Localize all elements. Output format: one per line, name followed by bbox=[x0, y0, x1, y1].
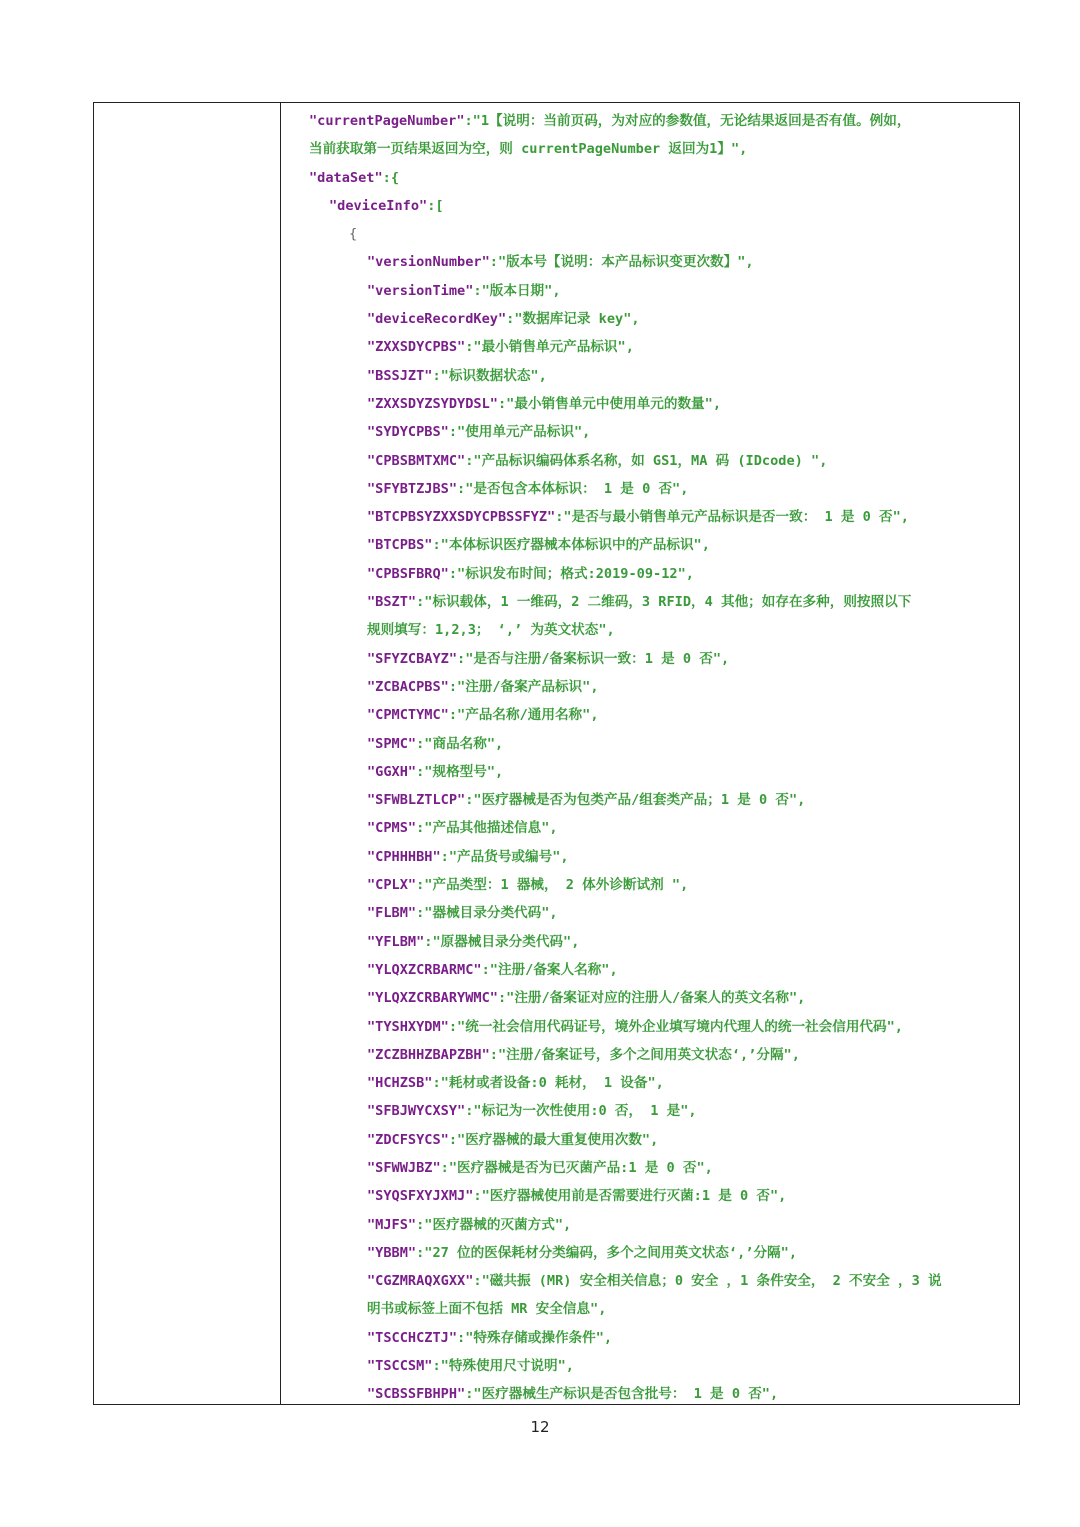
code-line bbox=[309, 928, 1009, 956]
json-value: :"最小销售单元中使用单元的数量", bbox=[497, 395, 722, 412]
code-line bbox=[309, 701, 1009, 729]
json-key: "SYQSFXYJXMJ" bbox=[367, 1188, 474, 1205]
json-key: "TSCCHCZTJ" bbox=[367, 1329, 458, 1346]
json-key: "BSZT" bbox=[367, 594, 417, 611]
json-value: :"器械目录分类代码", bbox=[416, 905, 558, 922]
code-line bbox=[309, 164, 1009, 192]
json-value: :"产品标识编码体系名称，如 GS1，MA 码 (IDcode) ", bbox=[465, 452, 828, 469]
json-key: "SFYZCBAYZ" bbox=[367, 650, 458, 667]
json-value: :"商品名称", bbox=[416, 735, 504, 752]
json-value: :"产品类型：1 器械， 2 体外诊断试剂 ", bbox=[416, 877, 689, 894]
code-line bbox=[309, 560, 1009, 588]
json-value: :"统一社会信用代码证号，境外企业填写境内代理人的统一社会信用代码", bbox=[448, 1018, 903, 1035]
json-value: :"产品名称/通用名称", bbox=[448, 707, 599, 724]
json-key: "CPHHHBH" bbox=[367, 848, 441, 865]
code-line bbox=[309, 390, 1009, 418]
json-value: :"特殊存储或操作条件", bbox=[457, 1329, 613, 1346]
json-key: "CGZMRAQXGXX" bbox=[367, 1273, 474, 1290]
json-key: "SPMC" bbox=[367, 735, 417, 752]
code-line bbox=[309, 1154, 1009, 1182]
code-line bbox=[309, 1182, 1009, 1210]
json-key: "GGXH" bbox=[367, 763, 417, 780]
code-line bbox=[309, 503, 1009, 531]
json-key: "ZXXSDYZSYDYDSL" bbox=[367, 395, 498, 412]
code-line bbox=[309, 730, 1009, 758]
json-value: :"版本号【说明：本产品标识变更次数】", bbox=[489, 254, 754, 271]
json-value: :"是否包含本体标识： 1 是 0 否", bbox=[457, 480, 689, 497]
json-value: :"产品货号或编号", bbox=[440, 848, 569, 865]
json-key: "HCHZSB" bbox=[367, 1075, 433, 1092]
code-line bbox=[309, 1013, 1009, 1041]
json-key: "TSCCSM" bbox=[367, 1358, 433, 1375]
json-key: "YFLBM" bbox=[367, 933, 425, 950]
json-key: "CPMCTYMC" bbox=[367, 707, 449, 724]
json-value: 规则填写：1,2,3； ‘,’ 为英文状态", bbox=[367, 622, 615, 639]
json-value: :"27 位的医保耗材分类编码，多个之间用英文状态‘,’分隔", bbox=[416, 1244, 798, 1261]
code-line bbox=[309, 1324, 1009, 1352]
code-line bbox=[309, 475, 1009, 503]
json-key: "ZDCFSYCS" bbox=[367, 1131, 449, 1148]
json-value: :"本体标识医疗器械本体标识中的产品标识", bbox=[432, 537, 710, 554]
code-line bbox=[309, 1267, 1009, 1295]
code-line bbox=[309, 645, 1009, 673]
json-value: :"最小销售单元产品标识", bbox=[465, 339, 634, 356]
code-line bbox=[309, 333, 1009, 361]
json-value: :"耗材或者设备:0 耗材， 1 设备", bbox=[432, 1075, 664, 1092]
json-value: :"原器械目录分类代码", bbox=[424, 933, 580, 950]
json-key: "versionTime" bbox=[367, 282, 474, 299]
json-key: "BTCPBSYZXXSDYCPBSSFYZ" bbox=[367, 509, 556, 526]
json-value: :"注册/备案证对应的注册人/备案人的英文名称", bbox=[497, 990, 806, 1007]
json-key: "CPMS" bbox=[367, 820, 417, 837]
json-value: :"注册/备案人名称", bbox=[481, 961, 618, 978]
code-line bbox=[309, 616, 1009, 644]
code-line bbox=[309, 1069, 1009, 1097]
code-line bbox=[309, 871, 1009, 899]
json-key: "SFWWJBZ" bbox=[367, 1159, 441, 1176]
code-line bbox=[309, 843, 1009, 871]
json-key: "YBBM" bbox=[367, 1244, 417, 1261]
json-key: "SYDYCPBS" bbox=[367, 424, 449, 441]
json-key: "MJFS" bbox=[367, 1216, 417, 1233]
code-line bbox=[309, 1126, 1009, 1154]
json-value: :"版本日期", bbox=[473, 282, 561, 299]
code-line bbox=[309, 758, 1009, 786]
document-table bbox=[93, 102, 1020, 1405]
code-line bbox=[309, 418, 1009, 446]
json-key: "YLQXZCRBARYWMC" bbox=[367, 990, 498, 1007]
json-value: :"磁共振 (MR) 安全相关信息；0 安全 ，1 条件安全， 2 不安全 ，3 说 bbox=[473, 1273, 942, 1290]
json-value: :"数据库记录 key", bbox=[506, 311, 640, 328]
json-value: :"注册/备案证号，多个之间用英文状态‘,’分隔", bbox=[489, 1046, 800, 1063]
json-value: :"医疗器械的灭菌方式", bbox=[416, 1216, 572, 1233]
code-line bbox=[309, 786, 1009, 814]
code-line bbox=[309, 673, 1009, 701]
table-left-cell bbox=[94, 103, 281, 1404]
json-key: "CPLX" bbox=[367, 877, 417, 894]
json-key: "versionNumber" bbox=[367, 254, 490, 271]
code-line bbox=[309, 1239, 1009, 1267]
json-value: 当前获取第一页结果返回为空，则 currentPageNumber 返回为1】", bbox=[309, 141, 748, 158]
code-line bbox=[309, 814, 1009, 842]
json-value: :"规格型号", bbox=[416, 763, 504, 780]
json-key: "deviceRecordKey" bbox=[367, 311, 507, 328]
json-key: "BTCPBS" bbox=[367, 537, 433, 554]
page-number: 12 bbox=[530, 1418, 550, 1436]
code-line bbox=[309, 984, 1009, 1012]
json-key: "ZXXSDYCPBS" bbox=[367, 339, 466, 356]
code-line bbox=[309, 135, 1009, 163]
json-value: :"医疗器械是否为已灭菌产品:1 是 0 否", bbox=[440, 1159, 713, 1176]
json-value: :"注册/备案产品标识", bbox=[448, 678, 599, 695]
code-line bbox=[309, 447, 1009, 475]
code-line bbox=[309, 1352, 1009, 1380]
json-value: :"特殊使用尺寸说明", bbox=[432, 1358, 574, 1375]
json-key: "SFBJWYCXSY" bbox=[367, 1103, 466, 1120]
code-line bbox=[309, 305, 1009, 333]
code-line bbox=[309, 107, 1009, 135]
json-key: "dataSet" bbox=[309, 169, 383, 186]
json-key: "TYSHXYDM" bbox=[367, 1018, 449, 1035]
json-value: :"标识数据状态", bbox=[432, 367, 547, 384]
code-line bbox=[309, 220, 1009, 248]
code-line bbox=[309, 588, 1009, 616]
json-key: "SFYBTZJBS" bbox=[367, 480, 458, 497]
json-key: "FLBM" bbox=[367, 905, 417, 922]
json-key: "currentPageNumber" bbox=[309, 113, 465, 129]
code-line bbox=[309, 1211, 1009, 1239]
code-line bbox=[309, 899, 1009, 927]
code-line bbox=[309, 1380, 1009, 1408]
json-value: :"1【说明：当前页码，为对应的参数值，无论结果返回是否有值。例如， bbox=[464, 113, 911, 129]
json-value: :"是否与最小销售单元产品标识是否一致： 1 是 0 否", bbox=[555, 509, 909, 526]
json-value: :"是否与注册/备案标识一致：1 是 0 否", bbox=[457, 650, 730, 667]
json-key: "YLQXZCRBARMC" bbox=[367, 961, 482, 978]
json-value: :"医疗器械是否为包类产品/组套类产品；1 是 0 否", bbox=[465, 792, 806, 809]
json-key: "SCBSSFBHPH" bbox=[367, 1386, 466, 1403]
code-line bbox=[309, 192, 1009, 220]
json-value: :[ bbox=[427, 197, 444, 214]
json-value: :"产品其他描述信息", bbox=[416, 820, 558, 837]
json-key: "CPBSBMTXMC" bbox=[367, 452, 466, 469]
json-key: "deviceInfo" bbox=[329, 197, 428, 214]
code-line bbox=[309, 248, 1009, 276]
json-value: 明书或标签上面不包括 MR 安全信息", bbox=[367, 1301, 607, 1318]
json-value: :"医疗器械使用前是否需要进行灭菌:1 是 0 否", bbox=[473, 1188, 787, 1205]
json-value: :"标识载体，1 一维码，2 二维码，3 RFID，4 其他；如存在多种，则按照以下 bbox=[416, 594, 912, 611]
code-line bbox=[309, 956, 1009, 984]
code-line bbox=[309, 1295, 1009, 1323]
json-value: { bbox=[349, 226, 358, 243]
code-line bbox=[309, 362, 1009, 390]
json-value: :"医疗器械生产标识是否包含批号： 1 是 0 否", bbox=[465, 1386, 779, 1403]
json-key: "ZCBACPBS" bbox=[367, 678, 449, 695]
json-value: :"医疗器械的最大重复使用次数", bbox=[448, 1131, 659, 1148]
code-line bbox=[309, 277, 1009, 305]
json-value: :"使用单元产品标识", bbox=[448, 424, 591, 441]
json-key: "CPBSFBRQ" bbox=[367, 565, 449, 582]
code-line bbox=[309, 531, 1009, 559]
json-key: "ZCZBHHZBAPZBH" bbox=[367, 1046, 490, 1063]
json-key: "BSSJZT" bbox=[367, 367, 433, 384]
json-key: "SFWBLZTLCP" bbox=[367, 792, 466, 809]
code-block bbox=[281, 103, 1019, 1404]
code-line bbox=[309, 1097, 1009, 1125]
code-line bbox=[309, 1041, 1009, 1069]
json-value: :"标记为一次性使用:0 否， 1 是", bbox=[465, 1103, 697, 1120]
json-value: :"标识发布时间；格式:2019-09-12", bbox=[448, 565, 694, 582]
json-value: :{ bbox=[382, 169, 400, 186]
